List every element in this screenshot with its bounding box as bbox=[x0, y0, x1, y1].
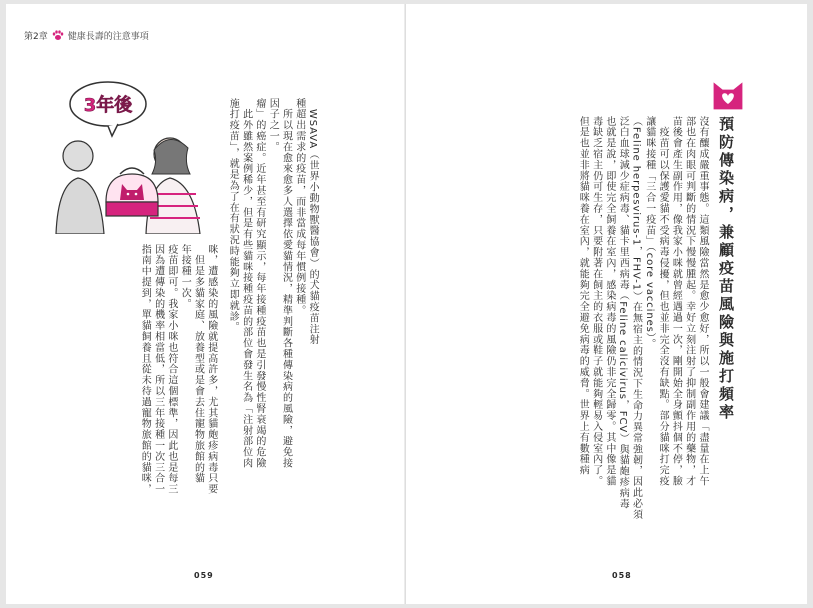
paragraph-line: 沒有釀成嚴重事態。這類風險當然是愈少愈好，所以一般會建議「盡量在上午 bbox=[696, 116, 708, 487]
paragraph-line: 苗後會產生副作用，像我家小咪就曾經遇過一次，剛開始全身顫抖個不停，臉 bbox=[670, 116, 682, 487]
paragraph-line: 所以現在愈來愈多人選擇依愛貓情況，精準判斷各種傳染病的風險，避免接 bbox=[280, 98, 292, 469]
right-body-text bbox=[576, 116, 709, 520]
paragraph-line: 因子之一。 bbox=[267, 98, 279, 153]
paragraph-line: 此外雖然案例稀少，但是有些貓咪接種疫苗的部位會發生名為「注射部位肉 bbox=[240, 98, 252, 469]
left-body-text-1 bbox=[226, 98, 319, 469]
paragraph-line: 讓貓咪接種「三合一疫苗」（core vaccines）。 bbox=[643, 116, 655, 350]
section-title bbox=[718, 116, 737, 422]
paragraph-line: 也就是說，即使完全飼養在室內，感染病毒的風險仍非完全歸零。其中像是貓 bbox=[603, 116, 615, 487]
paragraph-line: 毒缺乏宿主仍可生存，只要附著在飼主的衣服或鞋子就能夠輕易入侵室內了。 bbox=[590, 116, 602, 487]
paragraph-line: 疫苗可以保護愛貓不受病毒侵擾，但也並非完全沒有缺點。部分貓咪打完疫 bbox=[657, 116, 669, 487]
left-body-text-2 bbox=[138, 244, 218, 495]
paragraph-line: 指南中提到，單貓飼養且從未待過寵物旅館的貓咪， bbox=[139, 244, 151, 495]
paragraph-line: （Feline herpesvirus-1，FHV-1）在無宿主的情況下生命力異常強韌，因此必須 bbox=[630, 116, 642, 520]
vet-illustration bbox=[50, 74, 210, 234]
paragraph-line: 因為遭傳染的機率相當低，所以三年接種一次三合一 bbox=[152, 244, 164, 495]
paragraph-line: 種超出需求的疫苗，而非當成每年慣例接種。 bbox=[293, 98, 305, 316]
paragraph-line: 但是多貓家庭、放養型或是會去住寵物旅館的貓 bbox=[192, 244, 204, 484]
paragraph-line: 施打疫苗」，就是為了在有狀況時能夠立即就診。 bbox=[227, 98, 239, 333]
paw-icon bbox=[52, 30, 64, 41]
chapter-label: 第2章 bbox=[24, 32, 48, 42]
paragraph-line: 年接種一次。 bbox=[179, 244, 191, 310]
chapter-title: 健康長壽的注意事項 bbox=[67, 32, 149, 42]
paragraph-line: 部也在肉眼可判斷的情況下慢慢腫起。幸好立刻注射了抑制副作用的藥物，才 bbox=[683, 116, 695, 487]
left-page bbox=[6, 4, 406, 604]
book-spread bbox=[6, 4, 807, 604]
running-header bbox=[24, 29, 149, 42]
paragraph-line: 瘤」的癌症。近年甚至有研究顯示，每年接種疫苗也是引發慢性腎衰竭的危險 bbox=[253, 98, 265, 469]
paragraph-line: 泛白血球減少症病毒、貓卡里西病毒（Feline calicivirus，FCV）與貓皰疹病毒 bbox=[617, 116, 629, 510]
section-title-line: 預防傳染病，兼顧疫苗風險與施打頻率 bbox=[717, 116, 735, 422]
paragraph-line: 但是也並非將貓咪養在室內，就能夠完全避免病毒的威脅。世界上有數種病 bbox=[577, 116, 589, 476]
paragraph-line: WSAVA（世界小動物獸醫協會）的犬貓疫苗注射 bbox=[307, 98, 319, 346]
bubble-text: 3年後 bbox=[83, 95, 133, 116]
paragraph-line: 咪，遭感染的風險就提高許多，尤其貓皰疹病毒只要 bbox=[205, 244, 217, 495]
paragraph-line: 疫苗即可。我家小咪也符合這個標準，因此也是每三 bbox=[165, 244, 177, 495]
cat-head-icon bbox=[710, 78, 746, 112]
page-number: 059 bbox=[194, 571, 214, 580]
page-number: 058 bbox=[612, 571, 632, 580]
